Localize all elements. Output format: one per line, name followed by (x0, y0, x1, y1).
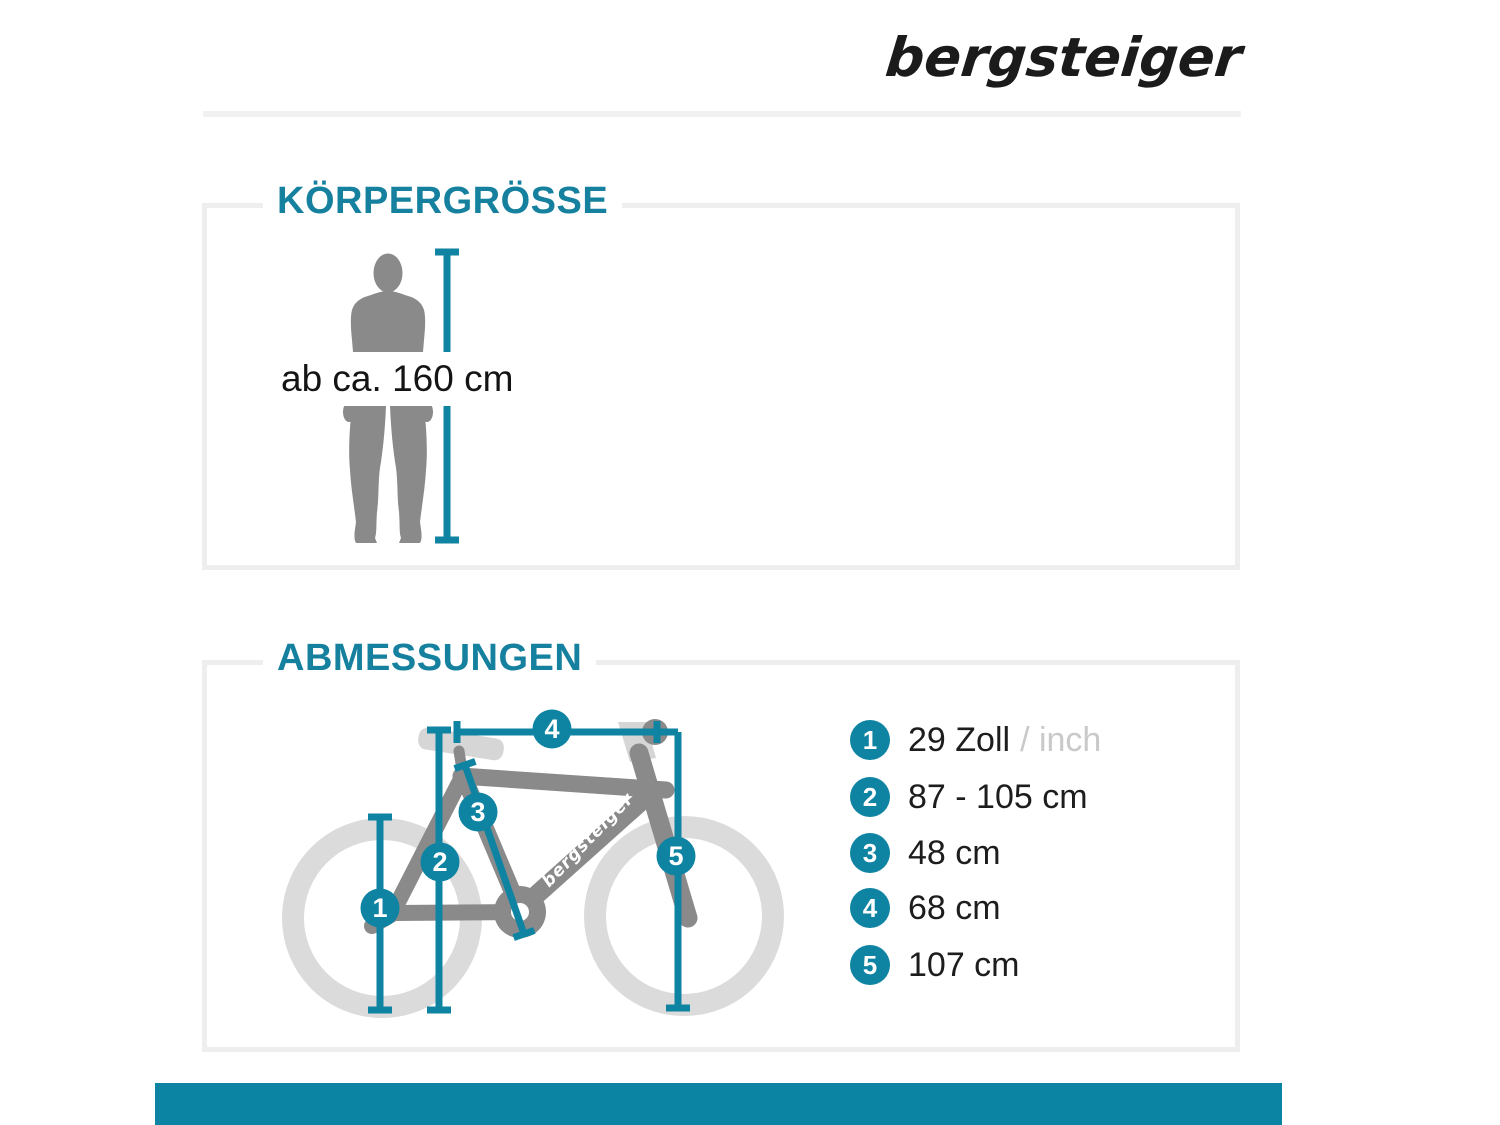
brand-logo: bergsteiger (883, 26, 1246, 89)
section-body-height (202, 180, 1240, 570)
diagram-marker-5: 5 (668, 841, 684, 871)
legend-value-4: 68 cm (908, 888, 1001, 927)
footer-accent-bar (155, 1083, 1282, 1125)
body-height-value: ab ca. 160 cm (265, 352, 529, 406)
legend-value-5: 107 cm (908, 945, 1020, 984)
section-title-abmessungen: ABMESSUNGEN (263, 633, 596, 683)
legend-badge-2: 2 (850, 777, 890, 817)
legend-row-5 (850, 944, 1020, 986)
legend-badge-4: 4 (850, 888, 890, 928)
legend-badge-5: 5 (850, 945, 890, 985)
diagram-marker-1: 1 (372, 893, 388, 923)
section-dimensions (202, 637, 1240, 1052)
section-title-koerpergroesse: KÖRPERGRÖSSE (263, 176, 622, 226)
legend-row-4 (850, 887, 1001, 929)
header-divider (203, 111, 1241, 117)
diagram-marker-3: 3 (470, 797, 486, 827)
legend-row-1 (850, 719, 1101, 761)
legend-value-1: 29 Zoll (908, 720, 1011, 759)
diagram-marker-4: 4 (544, 714, 560, 744)
legend-badge-1: 1 (850, 720, 890, 760)
legend-value-1-alt: / inch (1020, 720, 1102, 759)
legend-row-2 (850, 776, 1088, 818)
diagram-marker-2: 2 (432, 847, 448, 877)
legend-value-2: 87 - 105 cm (908, 777, 1088, 816)
legend-value-3: 48 cm (908, 833, 1001, 872)
frame-brand-text: bergsteiger (538, 789, 638, 892)
legend-row-3 (850, 832, 1001, 874)
legend-badge-3: 3 (850, 833, 890, 873)
